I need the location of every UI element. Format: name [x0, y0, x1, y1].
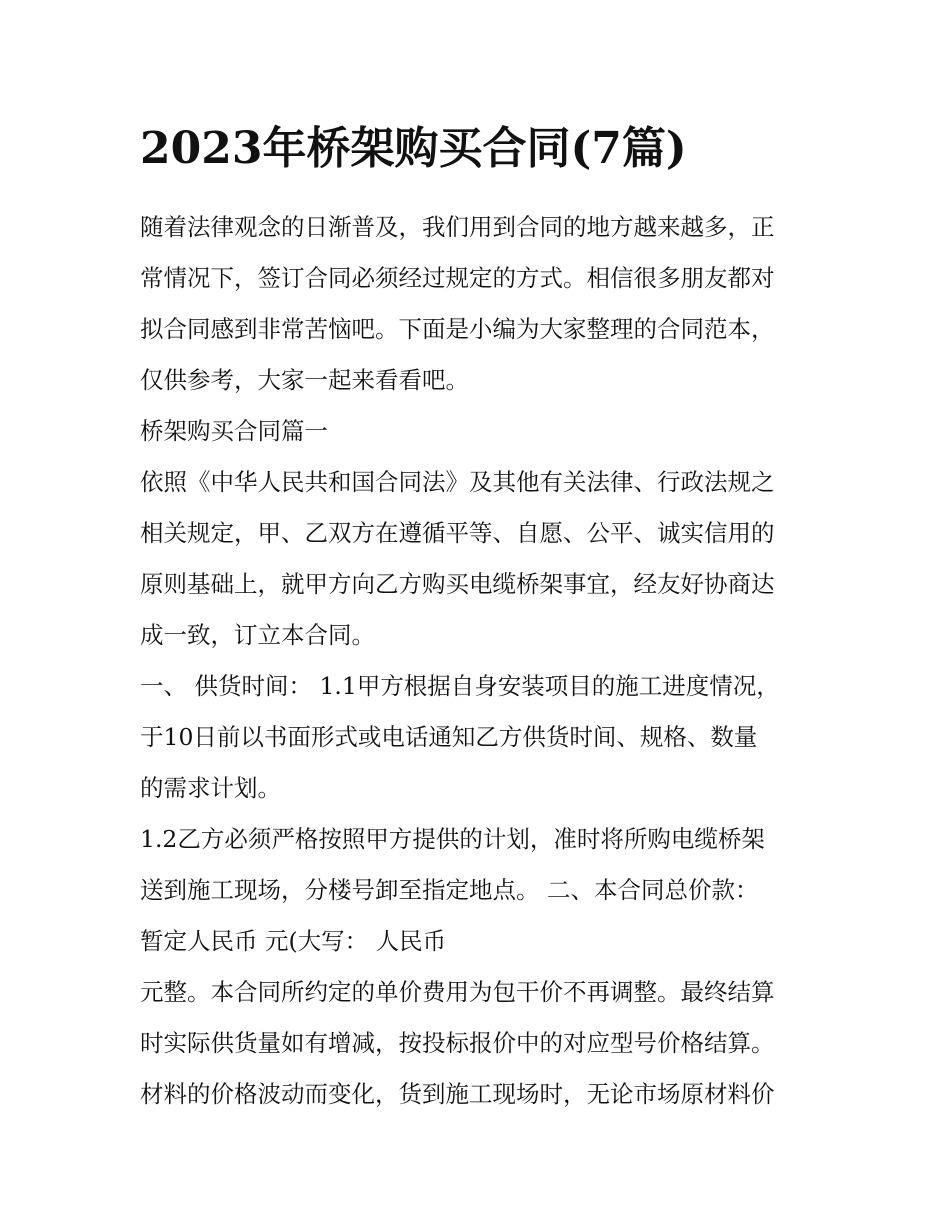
document-title: 2023年桥架购买合同(7篇) — [140, 123, 687, 174]
body-line: 一、 供货时间： 1.1甲方根据自身安装项目的施工进度情况， — [140, 672, 780, 700]
body-line: 送到施工现场，分楼号卸至指定地点。 二、本合同总价款： — [140, 876, 759, 904]
body-line: 于10日前以书面形式或电话通知乙方供货时间、规格、数量 — [140, 723, 758, 751]
body-line: 成一致，订立本合同。 — [140, 621, 375, 649]
body-line: 仅供参考，大家一起来看看吧。 — [140, 366, 469, 394]
body-line: 拟合同感到非常苦恼吧。下面是小编为大家整理的合同范本， — [140, 315, 775, 343]
body-line: 依照《中华人民共和国合同法》及其他有关法律、行政法规之 — [140, 468, 775, 496]
body-line: 元整。本合同所约定的单价费用为包干价不再调整。最终结算 — [140, 978, 775, 1006]
section-heading: 桥架购买合同篇一 — [140, 417, 328, 445]
document-page — [140, 118, 815, 1120]
body-line: 的需求计划。 — [140, 774, 281, 802]
body-line: 1.2乙方必须严格按照甲方提供的计划，准时将所购电缆桥架 — [140, 825, 765, 853]
body-line: 暂定人民币 元(大写： 人民币 — [140, 927, 447, 955]
body-line: 原则基础上，就甲方向乙方购买电缆桥架事宜，经友好协商达 — [140, 570, 775, 598]
document-body — [140, 202, 815, 1120]
body-line: 随着法律观念的日渐普及，我们用到合同的地方越来越多，正 — [140, 213, 775, 241]
body-line: 时实际供货量如有增减，按投标报价中的对应型号价格结算。 — [140, 1029, 775, 1057]
body-line: 材料的价格波动而变化，货到施工现场时，无论市场原材料价 — [140, 1080, 775, 1108]
body-line: 相关规定，甲、乙双方在遵循平等、自愿、公平、诚实信用的 — [140, 519, 775, 547]
body-line: 常情况下，签订合同必须经过规定的方式。相信很多朋友都对 — [140, 264, 775, 292]
